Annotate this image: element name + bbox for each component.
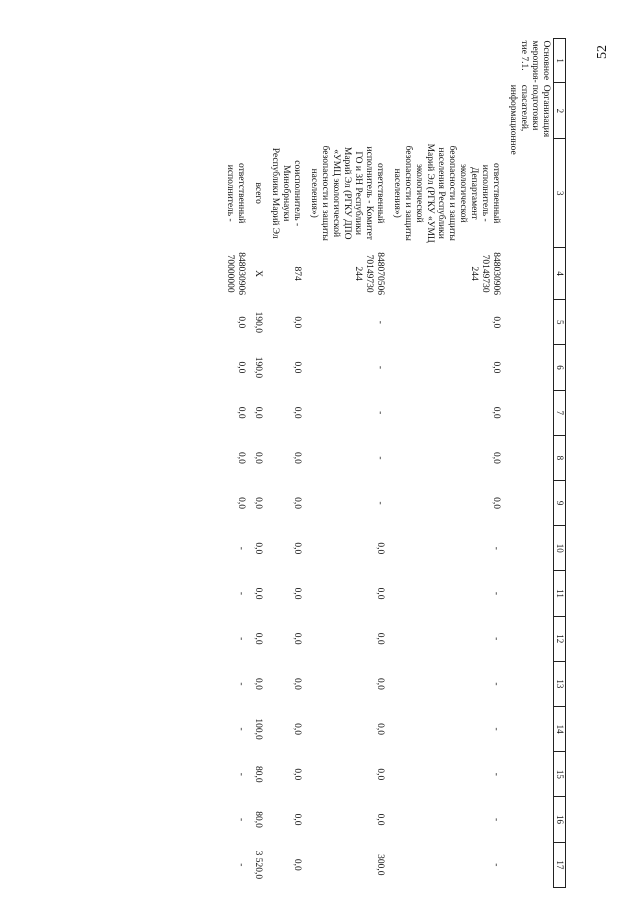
table-cell: 0,0 (292, 451, 302, 464)
table-cell: - (491, 682, 501, 686)
table-cell: 0,0 (236, 406, 246, 419)
table-cell: 0,0 (253, 497, 263, 510)
col-header: 15 (554, 752, 566, 797)
table-cell (265, 39, 304, 83)
table-cell: 0,0 (292, 497, 302, 510)
table-cell: 0,0 (375, 813, 385, 826)
table-cell: 848030906 70149730 244 (469, 252, 501, 295)
table-cell (304, 39, 387, 83)
table-cell: 0,0 (292, 632, 302, 645)
table-cell: - (375, 411, 385, 415)
col-header: 8 (554, 435, 566, 480)
table-cell: - (491, 772, 501, 776)
table-cell: Организация подготовки спасателей, информационное (508, 84, 551, 155)
table-area (86, 38, 566, 888)
table-cell: 0,0 (491, 406, 501, 419)
table-cell: - (491, 817, 501, 822)
table-cell: 0,0 (292, 813, 302, 826)
table-cell: 0,0 (292, 587, 302, 600)
table-cell: 80,0 (253, 766, 263, 783)
table-row (220, 39, 248, 888)
table-cell: 0,0 (292, 542, 302, 555)
table-cell: 0,0 (292, 406, 302, 419)
table-cell: 0,0 (253, 587, 263, 600)
table-cell: 0,0 (253, 677, 263, 690)
table-cell: - (491, 863, 501, 867)
table-cell (387, 39, 503, 83)
table-cell: - (491, 546, 501, 550)
table-cell: 0,0 (236, 451, 246, 464)
table-cell (248, 39, 265, 83)
table-cell: 100,0 (253, 718, 263, 740)
table-cell: - (236, 637, 246, 641)
program-table (220, 38, 566, 888)
col-header: 5 (554, 300, 566, 345)
table-cell: 0,0 (292, 858, 302, 871)
table-cell: 0,0 (375, 587, 385, 600)
table-cell: ответственный исполнитель - Департамент экологической безопасности и защиты населения Республики Марий Эл (РГКУ «УМЦ экологической безопасности и защиты населения») (392, 143, 501, 243)
table-cell (503, 300, 554, 345)
table-cell: - (375, 365, 385, 370)
table-row (265, 39, 304, 888)
column-number-row (554, 39, 566, 888)
table-cell: 0,0 (236, 497, 246, 510)
table-cell: 0,0 (253, 632, 263, 645)
table-cell: 0,0 (292, 768, 302, 781)
table-cell (503, 481, 554, 526)
table-cell (503, 435, 554, 480)
table-cell: 0,0 (236, 361, 246, 374)
col-header: 6 (554, 345, 566, 390)
table-cell (503, 842, 554, 887)
table-cell: - (375, 501, 385, 505)
table-cell (503, 752, 554, 797)
table-cell (503, 345, 554, 390)
table-cell (503, 707, 554, 752)
table-cell: - (236, 863, 246, 867)
table-cell: 0,0 (253, 542, 263, 555)
table-cell: - (236, 772, 246, 776)
col-header: 17 (554, 842, 566, 887)
table-cell: - (491, 637, 501, 641)
col-header: 11 (554, 571, 566, 616)
table-cell: - (491, 591, 501, 596)
table-cell: 0,0 (375, 768, 385, 781)
table-cell: 0,0 (253, 451, 263, 464)
table-cell: - (236, 727, 246, 731)
table-cell: 3 520,0 (253, 850, 263, 880)
table-cell: 0,0 (491, 451, 501, 464)
col-header: 3 (554, 139, 566, 248)
table-cell: Х (253, 270, 263, 277)
col-header: 1 (554, 39, 566, 83)
table-cell: 0,0 (375, 677, 385, 690)
table-cell: 0,0 (375, 542, 385, 555)
table-cell (220, 83, 248, 139)
col-header: 10 (554, 526, 566, 571)
table-cell: 0,0 (491, 361, 501, 374)
table-cell: соисполнитель - Минобрнауки Республики Марий Эл (270, 147, 302, 239)
table-cell: 0,0 (292, 361, 302, 374)
table-cell: - (236, 682, 246, 686)
table-cell (503, 797, 554, 842)
table-cell: 848030906 70000000 (225, 252, 246, 295)
page-number: 52 (595, 45, 610, 59)
table-cell (304, 83, 387, 139)
table-cell: 0,0 (375, 723, 385, 736)
table-cell: ответственный исполнитель - (225, 163, 246, 224)
table-cell: 80,0 (253, 811, 263, 828)
col-header: 7 (554, 390, 566, 435)
table-cell: - (236, 546, 246, 550)
col-header: 4 (554, 247, 566, 299)
col-header: 2 (554, 83, 566, 139)
col-header: 12 (554, 616, 566, 661)
table-cell: - (236, 591, 246, 596)
table-cell: 848070506 70149730 244 (353, 252, 385, 295)
table-cell: 0,0 (491, 497, 501, 510)
table-row (503, 39, 554, 888)
table-row (248, 39, 265, 888)
table-cell: 874 (292, 266, 302, 281)
table-cell: Основное мероприя-тие 7.1. (519, 40, 551, 83)
table-cell (503, 526, 554, 571)
table-cell (265, 83, 304, 139)
table-cell (503, 661, 554, 706)
table-cell (503, 571, 554, 616)
table-cell: - (491, 727, 501, 731)
table-cell: 300,0 (375, 854, 385, 876)
table-cell: 190,0 (253, 356, 263, 379)
table-row (304, 39, 387, 888)
table-cell: - (236, 817, 246, 822)
col-header: 14 (554, 707, 566, 752)
table-cell (503, 139, 554, 248)
table-cell: - (375, 320, 385, 324)
table-cell (503, 616, 554, 661)
table-cell: 0,0 (236, 316, 246, 329)
col-header: 9 (554, 481, 566, 526)
table-cell: 0,0 (375, 632, 385, 645)
table-cell: 0,0 (491, 316, 501, 329)
table-cell: 0,0 (292, 677, 302, 690)
table-cell: - (375, 456, 385, 460)
table-cell (220, 39, 248, 83)
table-row (387, 39, 503, 888)
table-cell (503, 390, 554, 435)
table-cell (503, 247, 554, 299)
col-header: 16 (554, 797, 566, 842)
table-cell: 0,0 (253, 406, 263, 419)
table-cell: 0,0 (292, 316, 302, 329)
rotated-page (86, 38, 566, 888)
table-cell (387, 83, 503, 139)
col-header: 13 (554, 661, 566, 706)
table-cell: 0,0 (292, 723, 302, 736)
table-cell (248, 83, 265, 139)
table-cell: всего (253, 182, 263, 204)
table-cell: 190,0 (253, 311, 263, 333)
table-cell: ответственный исполнитель - Комитет ГО и ЗН Республики Марий Эл (РГКУ ДПО «УМЦ экологической безопасности и защиты населения») (309, 145, 385, 241)
